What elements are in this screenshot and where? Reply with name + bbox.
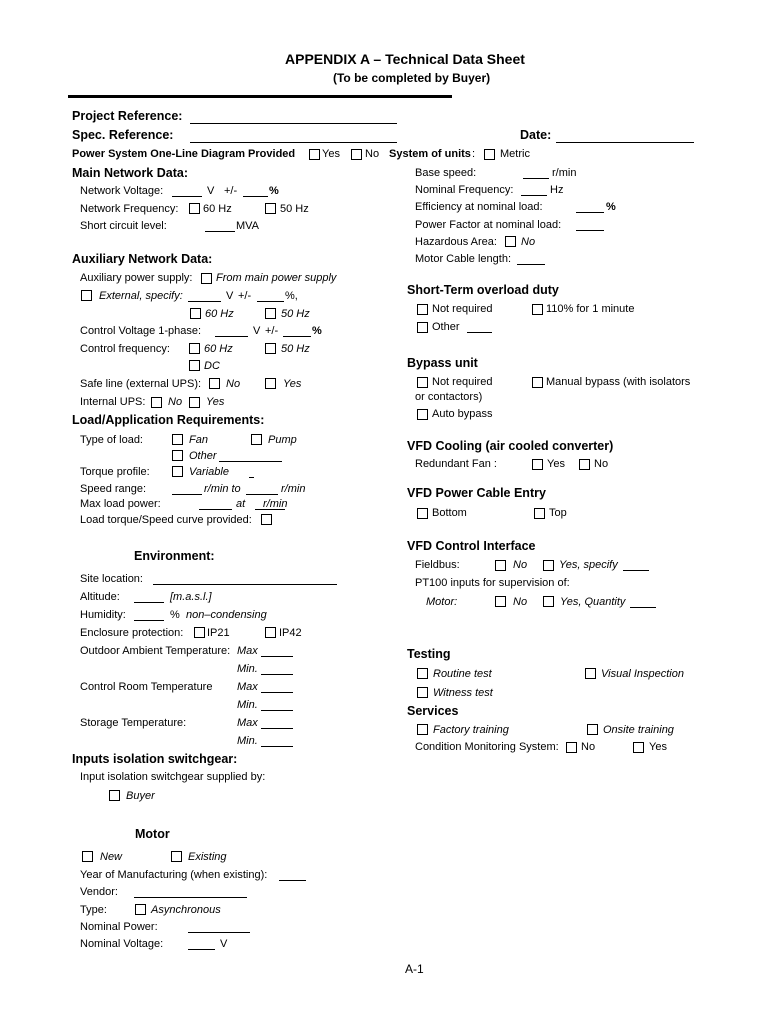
fan-label: Fan — [189, 434, 208, 446]
system-of-units-label: System of units — [389, 148, 471, 160]
motor-title: Motor — [135, 827, 170, 841]
cv-pct: % — [312, 325, 322, 337]
environment-title: Environment: — [134, 549, 215, 563]
ip21-label: IP21 — [207, 627, 230, 639]
outdoor-min-label: Min. — [237, 663, 258, 675]
speed-range-label: Speed range: — [80, 483, 147, 495]
motor-existing-label: Existing — [188, 851, 227, 863]
hazardous-no-checkbox[interactable] — [505, 236, 516, 247]
control-room-max-label: Max — [237, 681, 258, 693]
motor-cable-label: Motor Cable length: — [415, 253, 511, 265]
st-other-label: Other — [432, 321, 460, 333]
short-term-title: Short-Term overload duty — [407, 283, 559, 297]
bypass-title: Bypass unit — [407, 356, 478, 370]
internal-ups-yes-label: Yes — [206, 396, 225, 408]
power-factor-label: Power Factor at nominal load: — [415, 219, 562, 231]
ext-pct: %, — [285, 290, 298, 302]
control-interface-title: VFD Control Interface — [407, 539, 536, 553]
at-label: at — [236, 498, 246, 510]
aux-supply-label: Auxiliary power supply: — [80, 272, 193, 284]
base-speed-label: Base speed: — [415, 167, 477, 179]
pt100-yes-checkbox[interactable] — [543, 596, 554, 607]
cms-label: Condition Monitoring System: — [415, 741, 559, 753]
enclosure-label: Enclosure protection: — [80, 627, 184, 639]
max-load-rmin-label: r/min — [263, 498, 288, 510]
buyer-label: Buyer — [126, 790, 155, 802]
redundant-fan-yes-checkbox[interactable] — [532, 459, 543, 470]
other-load-field[interactable] — [219, 461, 282, 462]
cf-60hz-checkbox[interactable] — [189, 343, 200, 354]
routine-test-checkbox[interactable] — [417, 668, 428, 679]
control-voltage-tol-field[interactable] — [283, 336, 311, 337]
cf-60hz-label: 60 Hz — [204, 343, 233, 355]
cf-dc-checkbox[interactable] — [189, 360, 200, 371]
nominal-voltage-field[interactable] — [188, 949, 215, 950]
fieldbus-no-label: No — [513, 559, 528, 571]
buyer-checkbox[interactable] — [109, 790, 120, 801]
ext-plus-minus: +/- — [238, 290, 252, 302]
safe-line-yes-label: Yes — [283, 378, 302, 390]
internal-ups-label: Internal UPS: — [80, 396, 146, 408]
fieldbus-label: Fieldbus: — [415, 559, 460, 571]
cable-bottom-label: Bottom — [432, 507, 467, 519]
factory-training-label: Factory training — [433, 724, 509, 736]
spec-reference-label: Spec. Reference: — [72, 128, 174, 142]
humidity-pct: % — [170, 609, 180, 621]
page-title: APPENDIX A – Technical Data Sheet — [285, 51, 525, 67]
control-voltage-field[interactable] — [215, 336, 248, 337]
nominal-power-label: Nominal Power: — [80, 921, 158, 933]
motor-cable-field[interactable] — [517, 264, 545, 265]
control-room-min-field[interactable] — [261, 710, 293, 711]
freq-60hz-checkbox[interactable] — [189, 203, 200, 214]
witness-test-checkbox[interactable] — [417, 687, 428, 698]
one-line-no-checkbox[interactable] — [351, 149, 362, 160]
page-number: A-1 — [405, 962, 424, 976]
async-label: Asynchronous — [151, 904, 221, 916]
metric-label: Metric — [500, 148, 530, 160]
humidity-label: Humidity: — [80, 609, 126, 621]
metric-checkbox[interactable] — [484, 149, 495, 160]
cv-v-unit: V — [253, 325, 261, 337]
bypass-auto-checkbox[interactable] — [417, 409, 428, 420]
variable-checkbox[interactable] — [172, 466, 183, 477]
cooling-title: VFD Cooling (air cooled converter) — [407, 439, 614, 453]
external-label: External, specify: — [99, 290, 183, 302]
network-voltage-field[interactable] — [172, 196, 202, 197]
onsite-training-checkbox[interactable] — [587, 724, 598, 735]
cable-entry-title: VFD Power Cable Entry — [407, 486, 546, 500]
system-of-units-colon: : — [472, 148, 476, 160]
cf-50hz-label: 50 Hz — [281, 343, 310, 355]
nominal-power-field[interactable] — [188, 932, 250, 933]
hazardous-label: Hazardous Area: — [415, 236, 497, 248]
inputs-title: Inputs isolation switchgear: — [72, 752, 238, 766]
cf-dc-label: DC — [204, 360, 220, 372]
site-location-field[interactable] — [153, 584, 337, 585]
hazardous-no-label: No — [521, 236, 536, 248]
mva-unit: MVA — [236, 220, 260, 232]
max-load-power-label: Max load power: — [80, 498, 161, 510]
bypass-manual-checkbox[interactable] — [532, 377, 543, 388]
bypass-manual-label: Manual bypass (with isolators — [546, 376, 691, 388]
fieldbus-specify-field[interactable] — [623, 570, 649, 571]
torque-profile-field[interactable] — [249, 477, 254, 478]
type-label: Type: — [80, 904, 107, 916]
testing-title: Testing — [407, 647, 451, 661]
st-110-checkbox[interactable] — [532, 304, 543, 315]
cms-yes-checkbox[interactable] — [633, 742, 644, 753]
st-other-checkbox[interactable] — [417, 322, 428, 333]
network-voltage-tol-field[interactable] — [243, 196, 268, 197]
freq-50hz-label: 50 Hz — [280, 203, 309, 215]
pt100-label: PT100 inputs for supervision of: — [415, 577, 570, 589]
pct-unit: % — [269, 185, 279, 197]
services-title: Services — [407, 704, 459, 718]
st-other-field[interactable] — [467, 332, 492, 333]
short-circuit-field[interactable] — [205, 231, 235, 232]
pump-checkbox[interactable] — [251, 434, 262, 445]
pt100-no-checkbox[interactable] — [495, 596, 506, 607]
pt100-quantity-field[interactable] — [630, 607, 656, 608]
ext-60hz-checkbox[interactable] — [190, 308, 201, 319]
ip42-checkbox[interactable] — [265, 627, 276, 638]
torque-profile-label: Torque profile: — [80, 466, 150, 478]
ext-50hz-label: 50 Hz — [281, 308, 310, 320]
date-label: Date: — [520, 128, 552, 142]
year-field[interactable] — [279, 880, 306, 881]
ext-60hz-label: 60 Hz — [205, 308, 234, 320]
network-voltage-label: Network Voltage: — [80, 185, 164, 197]
nominal-voltage-label: Nominal Voltage: — [80, 938, 164, 950]
bypass-not-required-label: Not required — [432, 376, 493, 388]
plus-minus: +/- — [224, 185, 238, 197]
internal-ups-yes-checkbox[interactable] — [189, 397, 200, 408]
date-field[interactable] — [556, 142, 694, 143]
internal-ups-no-label: No — [168, 396, 183, 408]
st-not-required-label: Not required — [432, 303, 493, 315]
motor-new-label: New — [100, 851, 123, 863]
one-line-label: Power System One-Line Diagram Provided — [72, 148, 296, 160]
external-checkbox[interactable] — [81, 290, 92, 301]
fieldbus-yes-label: Yes, specify — [559, 559, 618, 571]
one-line-yes-label: Yes — [322, 148, 340, 160]
pt100-yes-label: Yes, Quantity — [560, 596, 626, 608]
project-reference-field[interactable] — [190, 123, 397, 124]
pt100-no-label: No — [513, 596, 528, 608]
main-network-title: Main Network Data: — [72, 166, 188, 180]
altitude-field[interactable] — [134, 602, 164, 603]
ext-50hz-checkbox[interactable] — [265, 308, 276, 319]
aux-network-title: Auxiliary Network Data: — [72, 252, 213, 266]
header-rule — [68, 95, 452, 98]
spec-reference-field[interactable] — [190, 142, 397, 143]
outdoor-max-field[interactable] — [261, 656, 293, 657]
v-unit: V — [207, 185, 215, 197]
cf-50hz-checkbox[interactable] — [265, 343, 276, 354]
external-tol-field[interactable] — [257, 301, 284, 302]
base-speed-field[interactable] — [523, 178, 549, 179]
nominal-voltage-unit: V — [220, 938, 228, 950]
speed-min-field[interactable] — [172, 494, 202, 495]
fan-checkbox[interactable] — [172, 434, 183, 445]
storage-temp-label: Storage Temperature: — [80, 717, 187, 729]
nominal-frequency-unit: Hz — [550, 184, 564, 196]
cable-top-label: Top — [549, 507, 567, 519]
safe-line-no-label: No — [226, 378, 241, 390]
storage-min-label: Min. — [237, 735, 258, 747]
control-frequency-label: Control frequency: — [80, 343, 170, 355]
max-load-power-field[interactable] — [199, 509, 232, 510]
cable-top-checkbox[interactable] — [534, 508, 545, 519]
onsite-training-label: Onsite training — [603, 724, 674, 736]
load-title: Load/Application Requirements: — [72, 413, 265, 427]
noncond-label: non–condensing — [186, 609, 267, 621]
storage-min-field[interactable] — [261, 746, 293, 747]
ip21-checkbox[interactable] — [194, 627, 205, 638]
year-label: Year of Manufacturing (when existing): — [80, 869, 268, 881]
bypass-not-required-checkbox[interactable] — [417, 377, 428, 388]
outdoor-temp-label: Outdoor Ambient Temperature: — [80, 645, 231, 657]
supplied-by-label: Input isolation switchgear supplied by: — [80, 771, 266, 783]
storage-max-label: Max — [237, 717, 258, 729]
speed-rmin-label: r/min — [281, 483, 306, 495]
site-location-label: Site location: — [80, 573, 143, 585]
cms-no-checkbox[interactable] — [566, 742, 577, 753]
from-main-checkbox[interactable] — [201, 273, 212, 284]
bypass-manual-label-2: or contactors) — [415, 391, 483, 403]
project-reference-label: Project Reference: — [72, 109, 183, 123]
async-checkbox[interactable] — [135, 904, 146, 915]
cms-yes-label: Yes — [649, 741, 667, 753]
control-voltage-label: Control Voltage 1-phase: — [80, 325, 202, 337]
storage-max-field[interactable] — [261, 728, 293, 729]
redundant-fan-yes-label: Yes — [547, 458, 565, 470]
nominal-frequency-field[interactable] — [521, 195, 547, 196]
masl-label: [m.a.s.l.] — [170, 591, 212, 603]
one-line-yes-checkbox[interactable] — [309, 149, 320, 160]
redundant-fan-label: Redundant Fan : — [415, 458, 497, 470]
redundant-fan-no-label: No — [594, 458, 609, 470]
speed-max-field[interactable] — [246, 494, 278, 495]
motor-existing-checkbox[interactable] — [171, 851, 182, 862]
outdoor-max-label: Max — [237, 645, 258, 657]
ext-v-unit: V — [226, 290, 234, 302]
efficiency-field[interactable] — [576, 212, 604, 213]
external-voltage-field[interactable] — [188, 301, 221, 302]
curve-label: Load torque/Speed curve provided: — [80, 514, 252, 526]
ip42-label: IP42 — [279, 627, 302, 639]
visual-inspection-checkbox[interactable] — [585, 668, 596, 679]
st-110-label: 110% for 1 minute — [546, 303, 635, 315]
power-factor-field[interactable] — [576, 230, 604, 231]
humidity-field[interactable] — [134, 620, 164, 621]
safe-line-no-checkbox[interactable] — [209, 378, 220, 389]
freq-60hz-label: 60 Hz — [203, 203, 232, 215]
outdoor-min-field[interactable] — [261, 674, 293, 675]
page-subtitle: (To be completed by Buyer) — [333, 71, 491, 85]
factory-training-checkbox[interactable] — [417, 724, 428, 735]
motor-new-checkbox[interactable] — [82, 851, 93, 862]
efficiency-unit: % — [606, 201, 616, 213]
bypass-auto-label: Auto bypass — [432, 408, 493, 420]
efficiency-label: Efficiency at nominal load: — [415, 201, 543, 213]
witness-test-label: Witness test — [433, 687, 493, 699]
fieldbus-yes-checkbox[interactable] — [543, 560, 554, 571]
freq-50hz-checkbox[interactable] — [265, 203, 276, 214]
one-line-no-label: No — [365, 148, 380, 160]
nominal-frequency-label: Nominal Frequency: — [415, 184, 514, 196]
visual-inspection-label: Visual Inspection — [601, 668, 684, 680]
type-of-load-label: Type of load: — [80, 434, 143, 446]
st-not-required-checkbox[interactable] — [417, 304, 428, 315]
cable-bottom-checkbox[interactable] — [417, 508, 428, 519]
altitude-label: Altitude: — [80, 591, 120, 603]
cv-plus-minus: +/- — [265, 325, 279, 337]
fieldbus-no-checkbox[interactable] — [495, 560, 506, 571]
short-circuit-label: Short circuit level: — [80, 220, 167, 232]
vendor-field[interactable] — [134, 897, 247, 898]
other-load-label: Other — [189, 450, 217, 462]
from-main-label: From main power supply — [216, 272, 337, 284]
other-load-checkbox[interactable] — [172, 450, 183, 461]
routine-test-label: Routine test — [433, 668, 492, 680]
cms-no-label: No — [581, 741, 596, 753]
variable-label: Variable — [189, 466, 229, 478]
safe-line-label: Safe line (external UPS): — [80, 378, 202, 390]
safe-line-yes-checkbox[interactable] — [265, 378, 276, 389]
pump-label: Pump — [268, 434, 297, 446]
redundant-fan-no-checkbox[interactable] — [579, 459, 590, 470]
curve-checkbox[interactable] — [261, 514, 272, 525]
control-room-min-label: Min. — [237, 699, 258, 711]
rmin-to-label: r/min to — [204, 483, 241, 495]
internal-ups-no-checkbox[interactable] — [151, 397, 162, 408]
network-frequency-label: Network Frequency: — [80, 203, 179, 215]
base-speed-unit: r/min — [552, 167, 577, 179]
control-room-max-field[interactable] — [261, 692, 293, 693]
pt100-motor-label: Motor: — [426, 596, 458, 608]
vendor-label: Vendor: — [80, 886, 118, 898]
control-room-temp-label: Control Room Temperature — [80, 681, 213, 693]
